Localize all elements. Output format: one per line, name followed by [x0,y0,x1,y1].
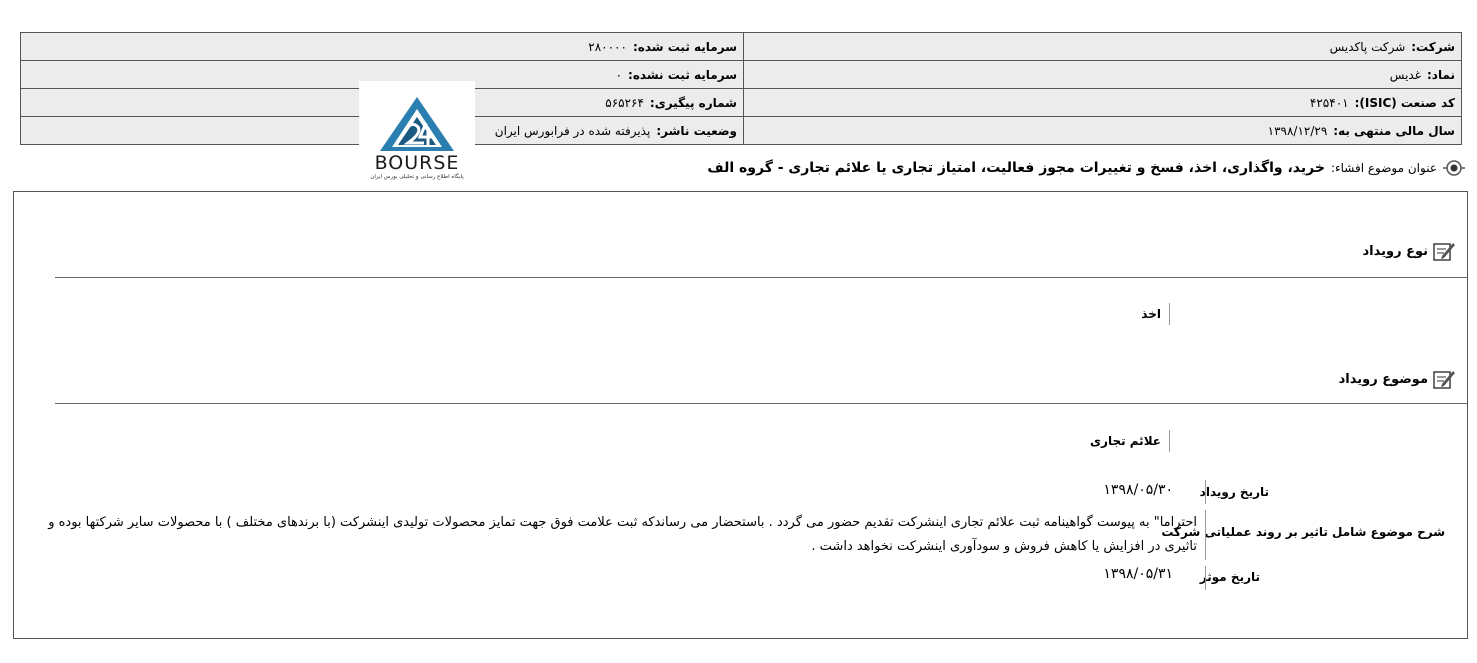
isic-label: کد صنعت (ISIC): [1354,95,1455,110]
content-frame [13,191,1468,639]
status-label: وضعیت ناشر: [656,123,737,138]
effective-date-value: ۱۳۹۸/۰۵/۳۱ [1103,566,1173,582]
company-info-table [20,32,1462,145]
effective-date-label: تاریخ موثر [1199,570,1260,584]
tracking-value: ۵۶۵۲۶۴ [605,95,644,110]
event-type-value: اخذ [1141,303,1170,325]
separator [1205,510,1206,560]
description-label: شرح موضوع شامل تاثیر بر روند عملیاتی شرکت [1161,525,1445,539]
description-value: احتراما" به پیوست گواهینامه ثبت علائم تجاری اینشرکت تقدیم حضور می گردد . باستحضار می رساندکه ثبت علامت فوق جهت تمایز محصولات تولیدی اینشرکت (با برندهای مختلف ) با محصولات سایر شرکتها بوده و تاثیری در افزایش یا کاهش فروش و سودآوری اینشرکت نخواهد داشت . [48,515,1197,554]
reg-capital-cell [21,33,744,61]
reg-capital-value: ۲۸۰۰۰۰ [588,39,627,54]
symbol-value: غدیس [1389,67,1421,82]
topic-label: عنوان موضوع افشاء: [1330,161,1437,175]
logo-subtext: پایگاه اطلاع رسانی و تحلیلی بورس ایران [370,174,464,180]
separator [1205,480,1206,504]
company-value: شرکت پاکدیس [1329,39,1406,54]
separator [1205,566,1206,590]
isic-value: ۴۲۵۴۰۱ [1309,95,1349,110]
edit-note-icon [1432,240,1456,262]
reg-capital-label: سرمایه ثبت شده: [632,39,737,54]
bourse-logo-icon [378,95,456,153]
symbol-label: نماد: [1426,67,1455,82]
event-date-value: ۱۳۹۸/۰۵/۳۰ [1103,482,1173,498]
event-subject-value: علائم تجاری [1090,430,1170,452]
symbol-cell [744,61,1462,89]
event-type-heading [1362,240,1456,262]
fiscal-cell [744,117,1462,145]
divider [55,403,1467,404]
company-cell [744,33,1462,61]
unreg-capital-label: سرمایه ثبت نشده: [628,67,737,82]
info-row [21,89,1462,117]
target-icon [1443,157,1465,179]
unreg-capital-value: ۰ [615,67,623,82]
tracking-label: شماره پیگیری: [649,95,737,110]
event-type-title: نوع رویداد [1362,243,1428,259]
topic-value: خرید، واگذاری، اخذ، فسخ و تغییرات مجوز فعالیت، امتیاز تجاری یا علائم تجاری - گروه الف [707,160,1325,176]
event-date-label: تاریخ رویداد [1199,485,1269,499]
edit-note-icon [1432,368,1456,390]
event-subject-title: موضوع رویداد [1338,371,1428,387]
bourse-logo [359,81,475,191]
info-row [21,61,1462,89]
fiscal-label: سال مالی منتهی به: [1333,123,1455,138]
info-row [21,33,1462,61]
divider [55,277,1467,278]
logo-text: BOURSE [374,152,460,174]
company-label: شرکت: [1411,39,1455,54]
event-subject-heading [1339,368,1456,390]
fiscal-value: ۱۳۹۸/۱۲/۲۹ [1267,123,1328,138]
isic-cell [744,89,1462,117]
info-row [21,117,1462,145]
status-value: پذیرفته شده در فرابورس ایران [494,123,651,138]
disclosure-topic [707,157,1465,179]
